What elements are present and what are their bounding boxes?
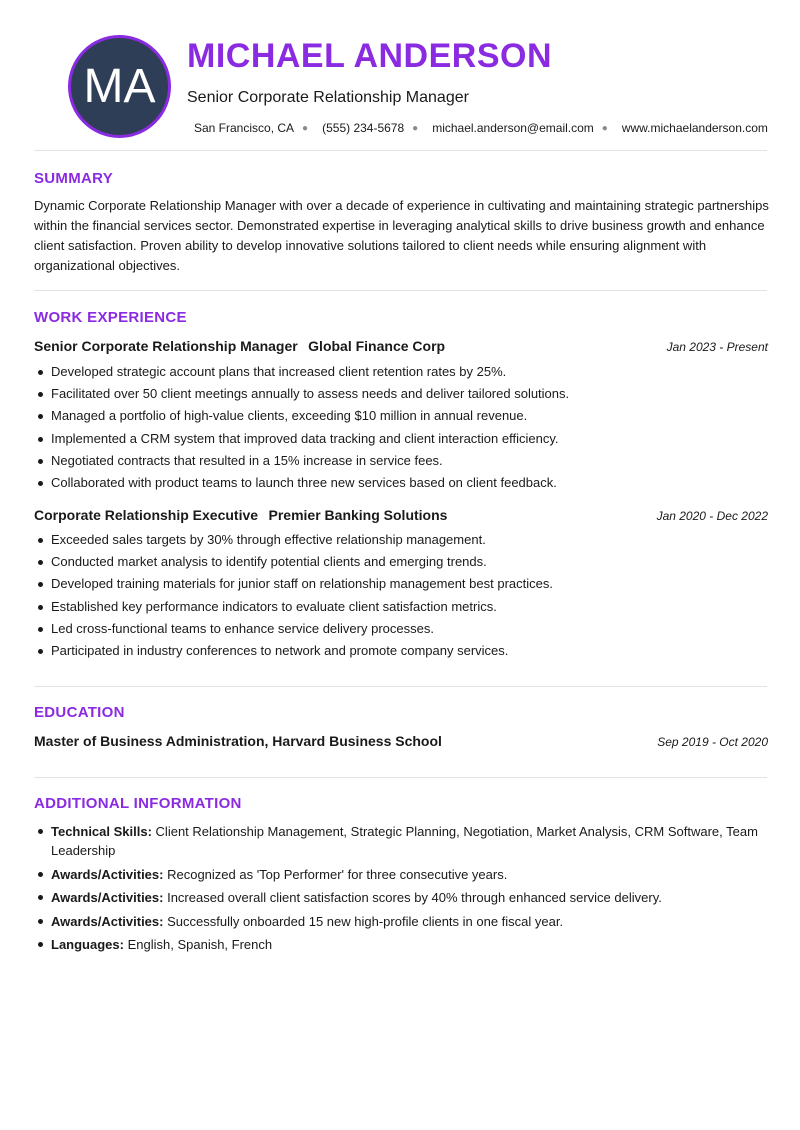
work-experience-heading: WORK EXPERIENCE [34,309,187,326]
list-item: Collaborated with product teams to launch three new services based on client feedback. [34,472,769,494]
education-degree: Master of Business Administration, Harvard Business School [34,733,442,749]
info-value: Successfully onboarded 15 new high-profile clients in one fiscal year. [167,913,564,929]
list-item: Developed training materials for junior staff on relationship management best practices. [34,573,769,595]
list-item: Facilitated over 50 client meetings annually to assess needs and deliver tailored solutions. [34,383,769,405]
list-item [34,822,769,860]
education-heading: EDUCATION [34,704,125,721]
list-item: Managed a portfolio of high-value clients, exceeding $10 million in annual revenue. [34,405,769,427]
list-item: Established key performance indicators to evaluate client satisfaction metrics. [34,596,769,618]
divider [34,150,767,151]
contact-line [194,121,768,135]
info-value: Recognized as 'Top Performer' for three consecutive years. [167,866,508,882]
job-bullets [34,361,769,494]
info-value: Client Relationship Management, Strategic Planning, Negotiation, Market Analysis, CRM Software, Team Leadership [51,824,758,858]
list-item [34,935,769,954]
divider [34,686,767,687]
candidate-title: Senior Corporate Relationship Manager [187,89,469,106]
job-role: Senior Corporate Relationship Manager [34,338,298,354]
candidate-name: MICHAEL ANDERSON [187,37,553,75]
education-dates: Sep 2019 - Oct 2020 [657,735,768,749]
divider [34,777,767,778]
info-key: Awards/Activities: [51,890,164,905]
summary-text: Dynamic Corporate Relationship Manager with over a decade of experience in cultivating and maintaining strategic partnerships within the financial services sector. Demonstrated expertise in leveraging analytical skills to drive business growth and enhance client satisfaction. Proven ability to develop innovative solutions tailored to client needs while ensuring alignment with organizational objectives. [34,198,769,273]
list-item: Developed strategic account plans that increased client retention rates by 25%. [34,361,769,383]
bullet-separator-icon: ● [601,122,608,134]
list-item: Participated in industry conferences to network and promote company services. [34,640,769,662]
job-title-line [34,338,445,356]
info-value: Increased overall client satisfaction scores by 40% through enhanced service delivery. [167,890,662,905]
job-title-line [34,507,447,525]
info-key: Awards/Activities: [51,913,164,929]
job-role: Corporate Relationship Executive [34,507,259,523]
list-item [34,865,769,884]
list-item: Negotiated contracts that resulted in a 15% increase in service fees. [34,450,769,472]
info-value: English, Spanish, French [127,937,273,952]
job-header [34,338,768,356]
avatar-initials: MA [83,60,156,113]
job-company: Premier Banking Solutions [268,507,448,523]
summary-heading: SUMMARY [34,170,114,187]
contact-email: michael.anderson@email.com [432,121,594,135]
job-header [34,507,768,525]
contact-phone: (555) 234-5678 [322,121,405,135]
job-bullets [34,529,769,662]
bullet-separator-icon: ● [302,122,309,134]
info-key: Technical Skills: [51,824,152,839]
job-company: Global Finance Corp [308,338,446,354]
additional-info-list [34,822,769,959]
list-item [34,888,769,907]
list-item: Exceeded sales targets by 30% through effective relationship management. [34,529,769,551]
list-item [34,912,769,931]
info-key: Languages: [51,937,124,952]
list-item: Implemented a CRM system that improved data tracking and client interaction efficiency. [34,428,769,450]
additional-info-heading: ADDITIONAL INFORMATION [34,795,242,812]
education-entry [34,733,768,749]
info-key: Awards/Activities: [51,866,164,882]
bullet-separator-icon: ● [412,122,419,134]
contact-location: San Francisco, CA [194,121,295,135]
list-item: Led cross-functional teams to enhance service delivery processes. [34,618,769,640]
job-dates: Jan 2020 - Dec 2022 [656,509,768,523]
contact-website: www.michaelanderson.com [621,121,768,135]
job-dates: Jan 2023 - Present [666,340,768,354]
avatar [68,35,171,138]
divider [34,290,767,291]
resume-header [34,0,767,150]
list-item: Conducted market analysis to identify potential clients and emerging trends. [34,551,769,573]
